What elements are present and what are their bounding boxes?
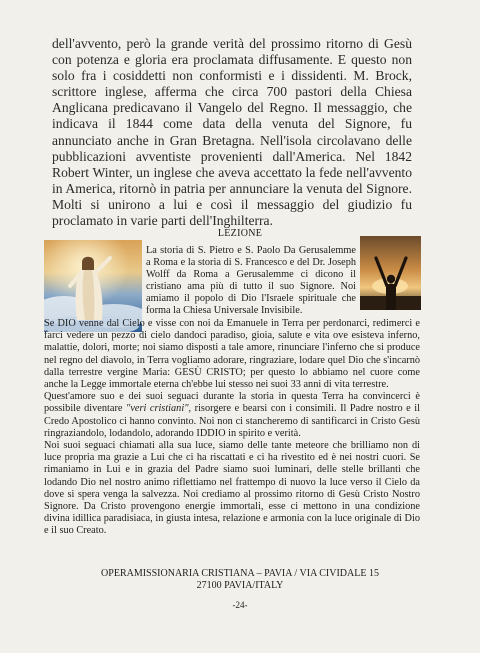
lesson-intro-text: La storia di S. Pietro e S. Paolo Da Gerusalemme a Roma e la storia di S. Francesco e del Dr. Joseph Wolff da Roma a Gerusalemme ci dicono il cristiano ama più di tutto il suo Signore. Noi amiamo il popolo di Dio l'Israele spirituale che forma la Chiesa Universale Invisibile. bbox=[146, 245, 356, 317]
veri-cristiani-emphasis: "veri cristiani" bbox=[126, 403, 189, 415]
paragraph-2-start: Quest'amore suo e dei suoi seguaci durante la storia in questa Terra ha convincerci è possibile diventare bbox=[44, 391, 420, 415]
paragraph-2-end: , risorgere e bearsi con i consimili. Il Padre nostro e il Credo Apostolico ci hanno convinto. Noi non ci stancheremo di santificarci in Cristo Gesù ringraziandolo, lodandolo, adorando IDDIO in spirito e verità. bbox=[44, 403, 420, 439]
page-number: -24- bbox=[232, 600, 248, 610]
top-paragraph: dell'avvento, però la grande verità del prossimo ritorno di Gesù con potenza e gloria era proclamata diffusamente. E questo non solo fra i cosiddetti non conformisti e i dissidenti. M. Brock, scrittore inglese, afferma che circa 700 pastori della Chiesa Anglicana predicavano il Vangelo del Regno. Il messaggio, che indicava il 1844 come data della venuta del Signore, fu annunciato anche in Gran Bretagna. Nell'isola circolavano delle pubblicazioni avventiste provenienti dall'America. Nel 1842 Robert Winter, un inglese che aveva accettato la fede nell'avvento in America, ritornò in patria per annunciare la venuta del Signore. Molti si unirono a lui e così il messaggio del giudizio fu proclamato in varie parti dell'Inghilterra. bbox=[52, 36, 412, 229]
raised-arms-sunrise-image bbox=[360, 236, 421, 310]
lesson-paragraph-3: Noi suoi seguaci chiamati alla sua luce, siamo delle tante meteore che brilliamo non di luce propria ma grazie a Lui che ci ha riscattati e ci ha rivestito ed è nei nostri cuori. Se rimaniamo in Lui e in grazia del Padre siamo suoi luminari, delle stelle brillanti che lodando Dio nel nostro animo riflettiamo nel frattempo di nuovo la luce verso il Cielo da dove si spera venga la salvezza. Noi crediamo al prossimo ritorno di Gesù Cristo Nostro Signore. Da Cristo provengono energie immortali, esse ci mettono in una condizione divina idillica paradisiaca, in giusta intesa, relazione e armonia con la luce originale di Dio e il suo Creato. bbox=[44, 440, 420, 537]
section-title: LEZIONE bbox=[217, 228, 263, 239]
footer-address-line: OPERAMISSIONARIA CRISTIANA – PAVIA / VIA CIVIDALE 15 bbox=[101, 568, 379, 579]
lesson-paragraph-1: Se DIO venne dal Cielo e visse con noi da Emanuele in Terra per perdonarci, redimerci e farci vedere un pezzo di cielo dandoci paradiso, gioia, salute e vita ove esisteva inferno, malattie, dolori, morte; noi siamo disposti a tale amore, rinunciare l'inferno che si produce nel regno del diavolo, in Terra vogliamo adorare, ringraziare, lodare quel Dio che s'incarnò dalla terrestre vergine Maria: GESÙ CRISTO; per questo lo abbiamo nel cuore come anche la Legge immortale eterna ch'ebbe lui stesso nei suoi 33 anni di vita terrestre. bbox=[44, 318, 420, 391]
footer-city-line: 27100 PAVIA/ITALY bbox=[196, 580, 284, 591]
publisher-footer bbox=[0, 568, 480, 592]
lesson-paragraph-2 bbox=[44, 391, 420, 440]
lesson-body bbox=[44, 318, 420, 538]
